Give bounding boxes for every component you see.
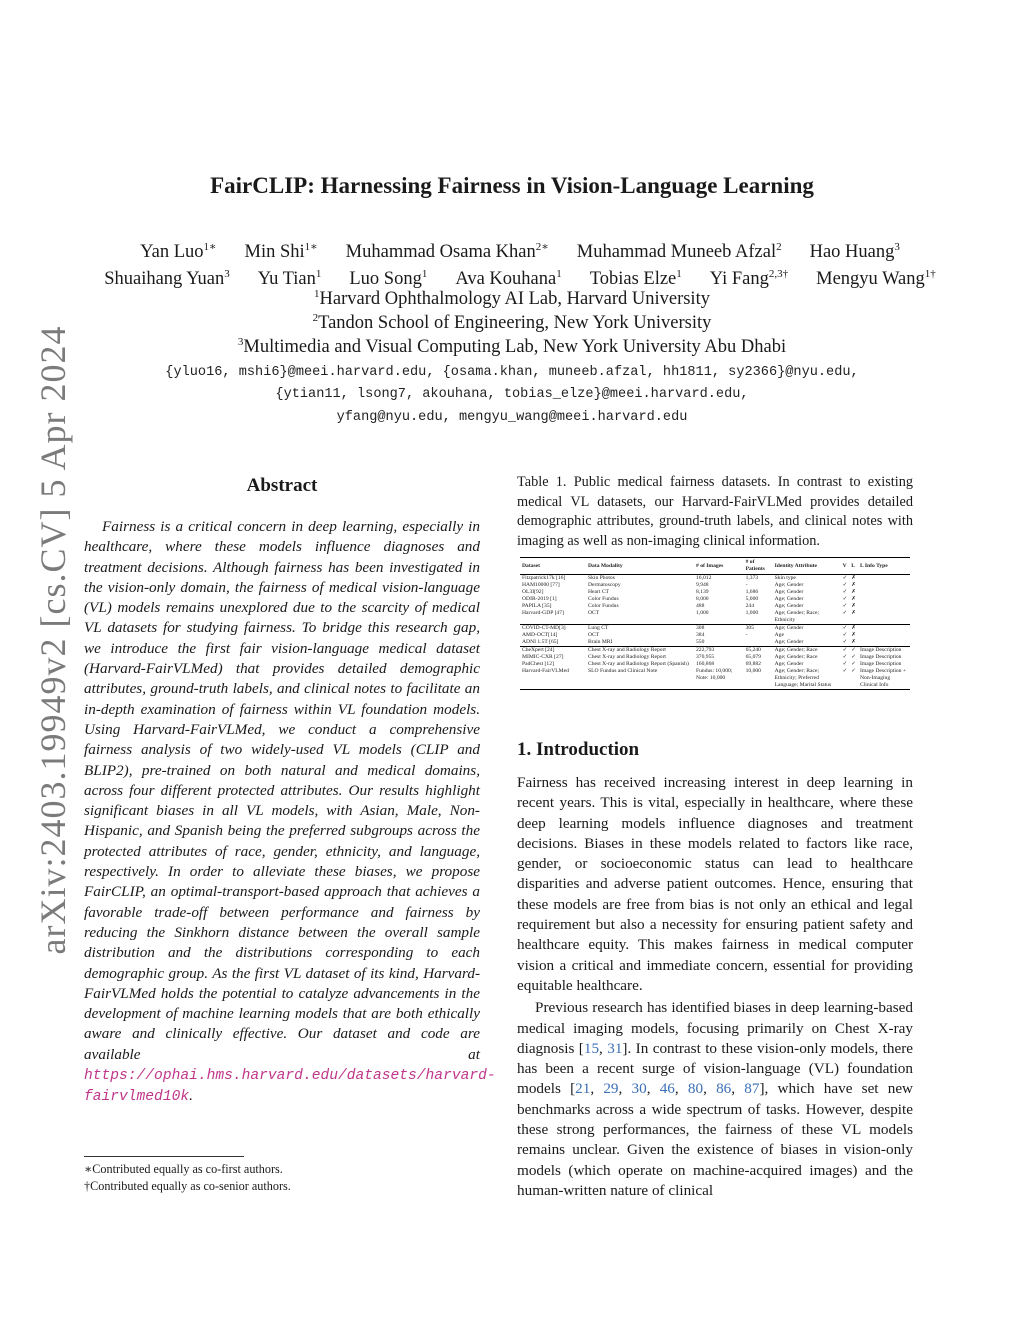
table-row [520, 654, 910, 661]
table-cell: ✗ [851, 582, 856, 588]
table-cell: Fundus: 10,000; Note: 10,000 [694, 668, 744, 690]
table-cell: ✓ [842, 639, 848, 645]
table-cell: MIMIC-CXR [27] [522, 654, 564, 660]
table-cell: Image Description [860, 661, 902, 667]
table-row [520, 610, 910, 625]
col-dataset: Dataset [520, 558, 586, 575]
author-name: Min Shi$^{1∗}$ [244, 240, 318, 262]
table-cell: 1,686 [745, 589, 759, 595]
author-line-1 [60, 239, 980, 266]
citation-link[interactable]: 87 [744, 1080, 760, 1098]
table-cell: 244 [745, 603, 754, 609]
table-cell: 8,000 [696, 596, 709, 602]
col-patients: # of Patients [744, 558, 773, 575]
table-cell: Age; Gender [774, 589, 804, 595]
author-name: Yi Fang$^{2,3\dagger}$ [709, 267, 789, 289]
table-cell: 370,955 [696, 654, 715, 660]
table-cell [858, 610, 910, 625]
table-cell: 16,012 [696, 575, 712, 581]
col-images: # of Images [694, 558, 744, 575]
table-cell: 488 [696, 603, 705, 609]
table-cell: Age; Gender [774, 582, 804, 588]
table-cell [858, 632, 910, 639]
table-cell: 308 [694, 625, 744, 633]
table-cell: 8,139 [696, 589, 709, 595]
table-cell: ✗ [849, 625, 858, 633]
arxiv-identifier: arXiv:2403.19949v2 [cs.CV] 5 Apr 2024 [33, 325, 73, 955]
table-cell: Age; Gender; Race [773, 647, 841, 655]
citation-link[interactable]: 80 [687, 1080, 704, 1098]
table-cell [858, 596, 910, 603]
table-cell: SLO Fundus and Clinical Note [586, 668, 694, 690]
citation-link[interactable]: 46 [659, 1080, 675, 1098]
table-cell: ✓ [851, 661, 856, 667]
table-cell: ✓ [842, 582, 848, 588]
table-cell: ✗ [851, 575, 856, 581]
citation-link[interactable]: 21 [575, 1080, 591, 1098]
author-name: Luo Song$^1$ [349, 267, 428, 289]
table-cell: Image Description + Non-Imaging Clinical Info [858, 668, 910, 690]
table-cell: 69,882 [745, 661, 761, 667]
table-cell: ODIR-2019 [1] [522, 596, 557, 602]
table-cell: 1,373 [745, 575, 759, 581]
table-cell: COVID-CT-MD[3] [520, 625, 586, 633]
author-name: Shuaihang Yuan$^3$ [104, 267, 230, 289]
table-cell: Age; Gender [774, 596, 804, 602]
col-l: L [849, 558, 858, 575]
table-cell: PAPILA [35] [522, 603, 552, 609]
table-cell: 65,240 [744, 647, 773, 655]
table-cell: HAM10000 [77] [522, 582, 560, 588]
table-cell [858, 625, 910, 633]
table-cell: Heart CT [588, 589, 609, 595]
email-line-2: {ytian11, lsong7, akouhana, tobias_elze}@meei.harvard.edu, [275, 387, 749, 402]
table-cell: Brain MRI [588, 639, 613, 645]
table-cell: ✓ [851, 654, 856, 660]
col-modality: Data Modality [586, 558, 694, 575]
table-cell: 1,000 [745, 610, 759, 616]
table-row [520, 582, 910, 589]
table-cell: ✓ [842, 654, 848, 660]
table-row [520, 639, 910, 647]
table-cell: 160,868 [696, 661, 715, 667]
citation-link[interactable]: 31 [607, 1039, 623, 1057]
author-name: Yu Tian$^1$ [257, 267, 322, 289]
author-name: Mengyu Wang$^{1\dagger}$ [816, 267, 936, 289]
citation-link[interactable]: 86 [716, 1080, 732, 1098]
author-name: Muhammad Osama Khan$^{2∗}$ [345, 240, 549, 262]
table-cell: PadChest [12] [522, 661, 554, 667]
table-cell: Harvard-FairVLMed [520, 668, 586, 690]
table-cell [858, 639, 910, 647]
table-cell: ✓ [842, 625, 848, 631]
author-name: Yan Luo$^{1∗}$ [140, 240, 217, 262]
table-cell: ✓ [849, 647, 858, 655]
author-name: Muhammad Muneeb Afzal$^2$ [576, 240, 782, 262]
footnote-cosenior: †Contributed equally as co-senior authors. [84, 1179, 291, 1193]
table-cell: ADNI 1.5T [65] [522, 639, 559, 645]
table-cell: Age; Gender; Race; Ethnicity; Preferred Language; Marital Status [773, 668, 841, 690]
table-cell [858, 575, 910, 583]
table-cell: - [745, 632, 748, 638]
author-name: Hao Huang$^3$ [809, 240, 900, 262]
table-cell: Image Description [860, 654, 902, 660]
affiliation-3: $^3$Multimedia and Visual Computing Lab, New York University Abu Dhabi [237, 335, 787, 357]
table-cell: ✗ [851, 632, 856, 638]
table-row [520, 575, 910, 583]
table-row [520, 625, 910, 633]
table-cell: Color Fundus [588, 603, 619, 609]
table-cell: 550 [696, 639, 705, 645]
abstract-body: Fairness is a critical concern in deep learning, especially in healthcare, where these models influence diagnoses and treatment decisions. Although fairness has been investigated in the vision-only domain, the fairness of medical vision-language (VL) models remains unexplored due to the scarcity of medical VL datasets for studying fairness. To bridge this research gap, we introduce the first fair vision-language medical dataset (Harvard-FairVLMed) that provides detailed demographic attributes, ground-truth labels, and clinical notes to facilitate an in-depth examination of fairness within VL foundation models. Using Harvard-FairVLMed, we conduct a comprehensive fairness analysis of two widely-used VL models (CLIP and BLIP2), pre-trained on both natural and medical domains, across four different protected attributes. Our results highlight significant biases in all VL models, with Asian, Male, Non-Hispanic, and Spanish being the preferred subgroups across the protected attributes of race, gender, ethnicity, and language, respectively. In order to alleviate these biases, we propose FairCLIP, an optimal-transport-based approach that achieves a favorable trade-off between performance and fairness by reducing the Sinkhorn distance between the overall sample distribution and the distributions corresponding to each demographic group. As the first VL dataset of its kind, Harvard-FairVLMed holds the potential to catalyze advancements in the development of machine learning models that are both ethically aware and clinically effective. Our dataset and code are available at https://ophai.hms.harvard.edu/datasets/harvard-fairvlmed10k. [84, 518, 496, 1106]
table-cell: Chest X-ray and Radiology Report [586, 647, 694, 655]
abstract-text: Fairness is a critical concern in deep learning, especially in healthcare, where these models influence diagnoses and treatment decisions. Although fairness has been investigated in the vision-only domain, the fairness of medical vision-language (VL) models remains unexplored due to the scarcity of medical VL datasets for studying fairness. To bridge this research gap, we introduce the first fair vision-language medical dataset (Harvard-FairVLMed) that provides detailed demographic attributes, ground-truth labels, and clinical notes to facilitate an in-depth examination of fairness within VL foundation models. Using Harvard-FairVLMed, we conduct a comprehensive fairness analysis of two widely-used VL models (CLIP and BLIP2), pre-trained on both natural and medical domains, across four different protected attributes. Our results highlight significant biases in all VL models, with Asian, Male, Non-Hispanic, and Spanish being the preferred subgroups across the protected attributes of race, gender, ethnicity, and language, respectively. In order to alleviate these biases, we propose FairCLIP, an optimal-transport-based approach that achieves a favorable trade-off between performance and fairness by reducing the Sinkhorn distance between the overall sample distribution and the distributions corresponding to each demographic group. As the first VL dataset of its kind, Harvard-FairVLMed holds the potential to catalyze advancements in the development of machine learning models that are both ethically aware and clinically effective. Our dataset and code are available at [84, 518, 480, 1063]
intro-paragraph-2: Previous research has identified biases in deep learning-based medical imaging models, focusing primarily on Chest X-ray diagnosis [15, 31]. In contrast to these vision-only models, there has been a recent surge of vision-language (VL) foundation models [21, 29, 30, 46, 80, 86, 87], which have set new benchmarks across a wide spectrum of tasks. However, despite these strong performances, the fairness of these VL models remains unclear. Given the existence of biases in vision-only models (which operate on machine-acquired images) and the human-written nature of clinical [517, 999, 914, 1199]
table-cell: ✓ [842, 661, 848, 667]
table-cell: ✓ [841, 668, 850, 690]
email-line-1: {yluo16, mshi6}@meei.harvard.edu, {osama.khan, muneeb.afzal, hh1811, sy2366}@nyu.edu, [165, 365, 859, 380]
table-cell: Age; Gender [773, 625, 841, 633]
introduction-heading: 1. Introduction [517, 739, 640, 760]
dataset-link[interactable]: https://ophai.hms.harvard.edu/datasets/harvard-fairvlmed10k [84, 1068, 496, 1106]
table-row [520, 632, 910, 639]
table-cell: Chest X-ray and Radiology Report [588, 654, 666, 660]
table-cell [858, 603, 910, 610]
table-cell: Age; Gender; Race [774, 654, 818, 660]
table-cell: ✓ [842, 589, 848, 595]
col-identity: Identity Attribute [773, 558, 841, 575]
table-cell [744, 639, 773, 647]
table-row [520, 661, 910, 668]
affiliation-1: $^1$Harvard Ophthalmology AI Lab, Harvard University [314, 287, 710, 309]
table-cell: ✗ [851, 589, 856, 595]
table-cell: ✓ [849, 668, 858, 690]
table-cell: ✓ [842, 610, 848, 616]
table-cell [858, 589, 910, 596]
fairness-datasets-table [520, 557, 910, 690]
col-v: V [841, 558, 850, 575]
table-cell: ✓ [842, 632, 848, 638]
table-caption: Table 1. Public medical fairness datasets. In contrast to existing medical VL datasets, our Harvard-FairVLMed provides detailed demographic attributes, ground-truth labels, and clinical notes with imaging as well as non-imaging clinical information. [517, 474, 913, 549]
author-name: Ava Kouhana$^1$ [455, 267, 562, 289]
table-cell: ✓ [842, 596, 848, 602]
table-cell: 222,793 [694, 647, 744, 655]
footnote-cofirst: ∗Contributed equally as co-first authors. [84, 1162, 283, 1176]
table-cell: 305 [744, 625, 773, 633]
table-cell: 5,000 [745, 596, 759, 602]
table-cell: Chest X-ray and Radiology Report (Spanish) [588, 661, 689, 667]
intro-paragraph-1: Fairness has received increasing interest in deep learning in recent years. This is vital, especially in healthcare, where these deep learning models influence diagnoses and treatment decisions. Biases in these models related to factors like race, gender, or socioeconomic status can lead to healthcare disparities and adverse patient outcomes. Hence, ensuring that these models are free from bias is not only an ethical and legal requirement but also a necessity for ensuring patient safety and healthcare equity. This makes fairness in medical computer vision a critical and immediate concern, essential for providing equitable healthcare. [517, 774, 913, 994]
citation-link[interactable]: 15 [583, 1039, 600, 1057]
table-cell: Fitzpatrick17k [16] [522, 575, 566, 581]
citation-link[interactable]: 29 [603, 1080, 619, 1098]
table-cell: CheXpert [24] [520, 647, 586, 655]
table-cell: ✓ [842, 647, 848, 653]
table-cell: ✗ [851, 639, 856, 645]
table-cell: ✗ [851, 596, 856, 602]
table-cell: Image Description [858, 647, 910, 655]
table-cell: OCT [588, 632, 600, 638]
paper-title: FairCLIP: Harnessing Fairness in Vision-Language Learning [210, 173, 814, 198]
table-cell: ✓ [842, 603, 848, 609]
table-cell: 65,079 [745, 654, 761, 660]
table-cell: Dermatoscopy [588, 582, 621, 588]
table-cell: Skin Photos [588, 575, 615, 581]
citation-link[interactable]: 30 [631, 1080, 647, 1098]
table-cell: Age; Gender [774, 603, 804, 609]
table-cell [858, 582, 910, 589]
abstract-heading: Abstract [246, 475, 318, 496]
col-l-info: L Info Type [858, 558, 910, 575]
table-cell: Age; Gender; Race; Ethnicity [774, 610, 820, 623]
table-row [520, 647, 910, 655]
table-cell: 384 [696, 632, 705, 638]
introduction-body [517, 773, 913, 1201]
table-cell: OCT [588, 610, 600, 616]
table-cell: ✗ [851, 603, 856, 609]
author-name: Tobias Elze$^1$ [589, 267, 682, 289]
table-row [520, 596, 910, 603]
table-cell: ✗ [851, 610, 856, 616]
table-cell: - [745, 582, 748, 588]
table-cell: Age; Gender [774, 639, 804, 645]
table-cell: Age [774, 632, 784, 638]
table-cell: Harvard-GDP [47] [522, 610, 564, 616]
table-header-row [520, 558, 910, 575]
table-cell: OL3I[92] [522, 589, 544, 595]
table-cell: 10,000 [744, 668, 773, 690]
table-cell: Color Fundus [588, 596, 619, 602]
table-row [520, 603, 910, 610]
table-row [520, 589, 910, 596]
table-cell: 1,000 [696, 610, 709, 616]
table-cell: Lung CT [586, 625, 694, 633]
table-cell: 9,948 [696, 582, 709, 588]
email-line-3: yfang@nyu.edu, mengyu_wang@meei.harvard.edu [336, 410, 688, 425]
table-cell: Age; Gender [774, 661, 804, 667]
table-row [520, 668, 910, 690]
footnote-rule [84, 1156, 244, 1157]
table-cell: AMD-OCT[14] [522, 632, 558, 638]
table-cell: Skin type [774, 575, 796, 581]
table-cell: ✓ [842, 575, 848, 581]
affiliation-2: $^2$Tandon School of Engineering, New York University [312, 311, 712, 333]
